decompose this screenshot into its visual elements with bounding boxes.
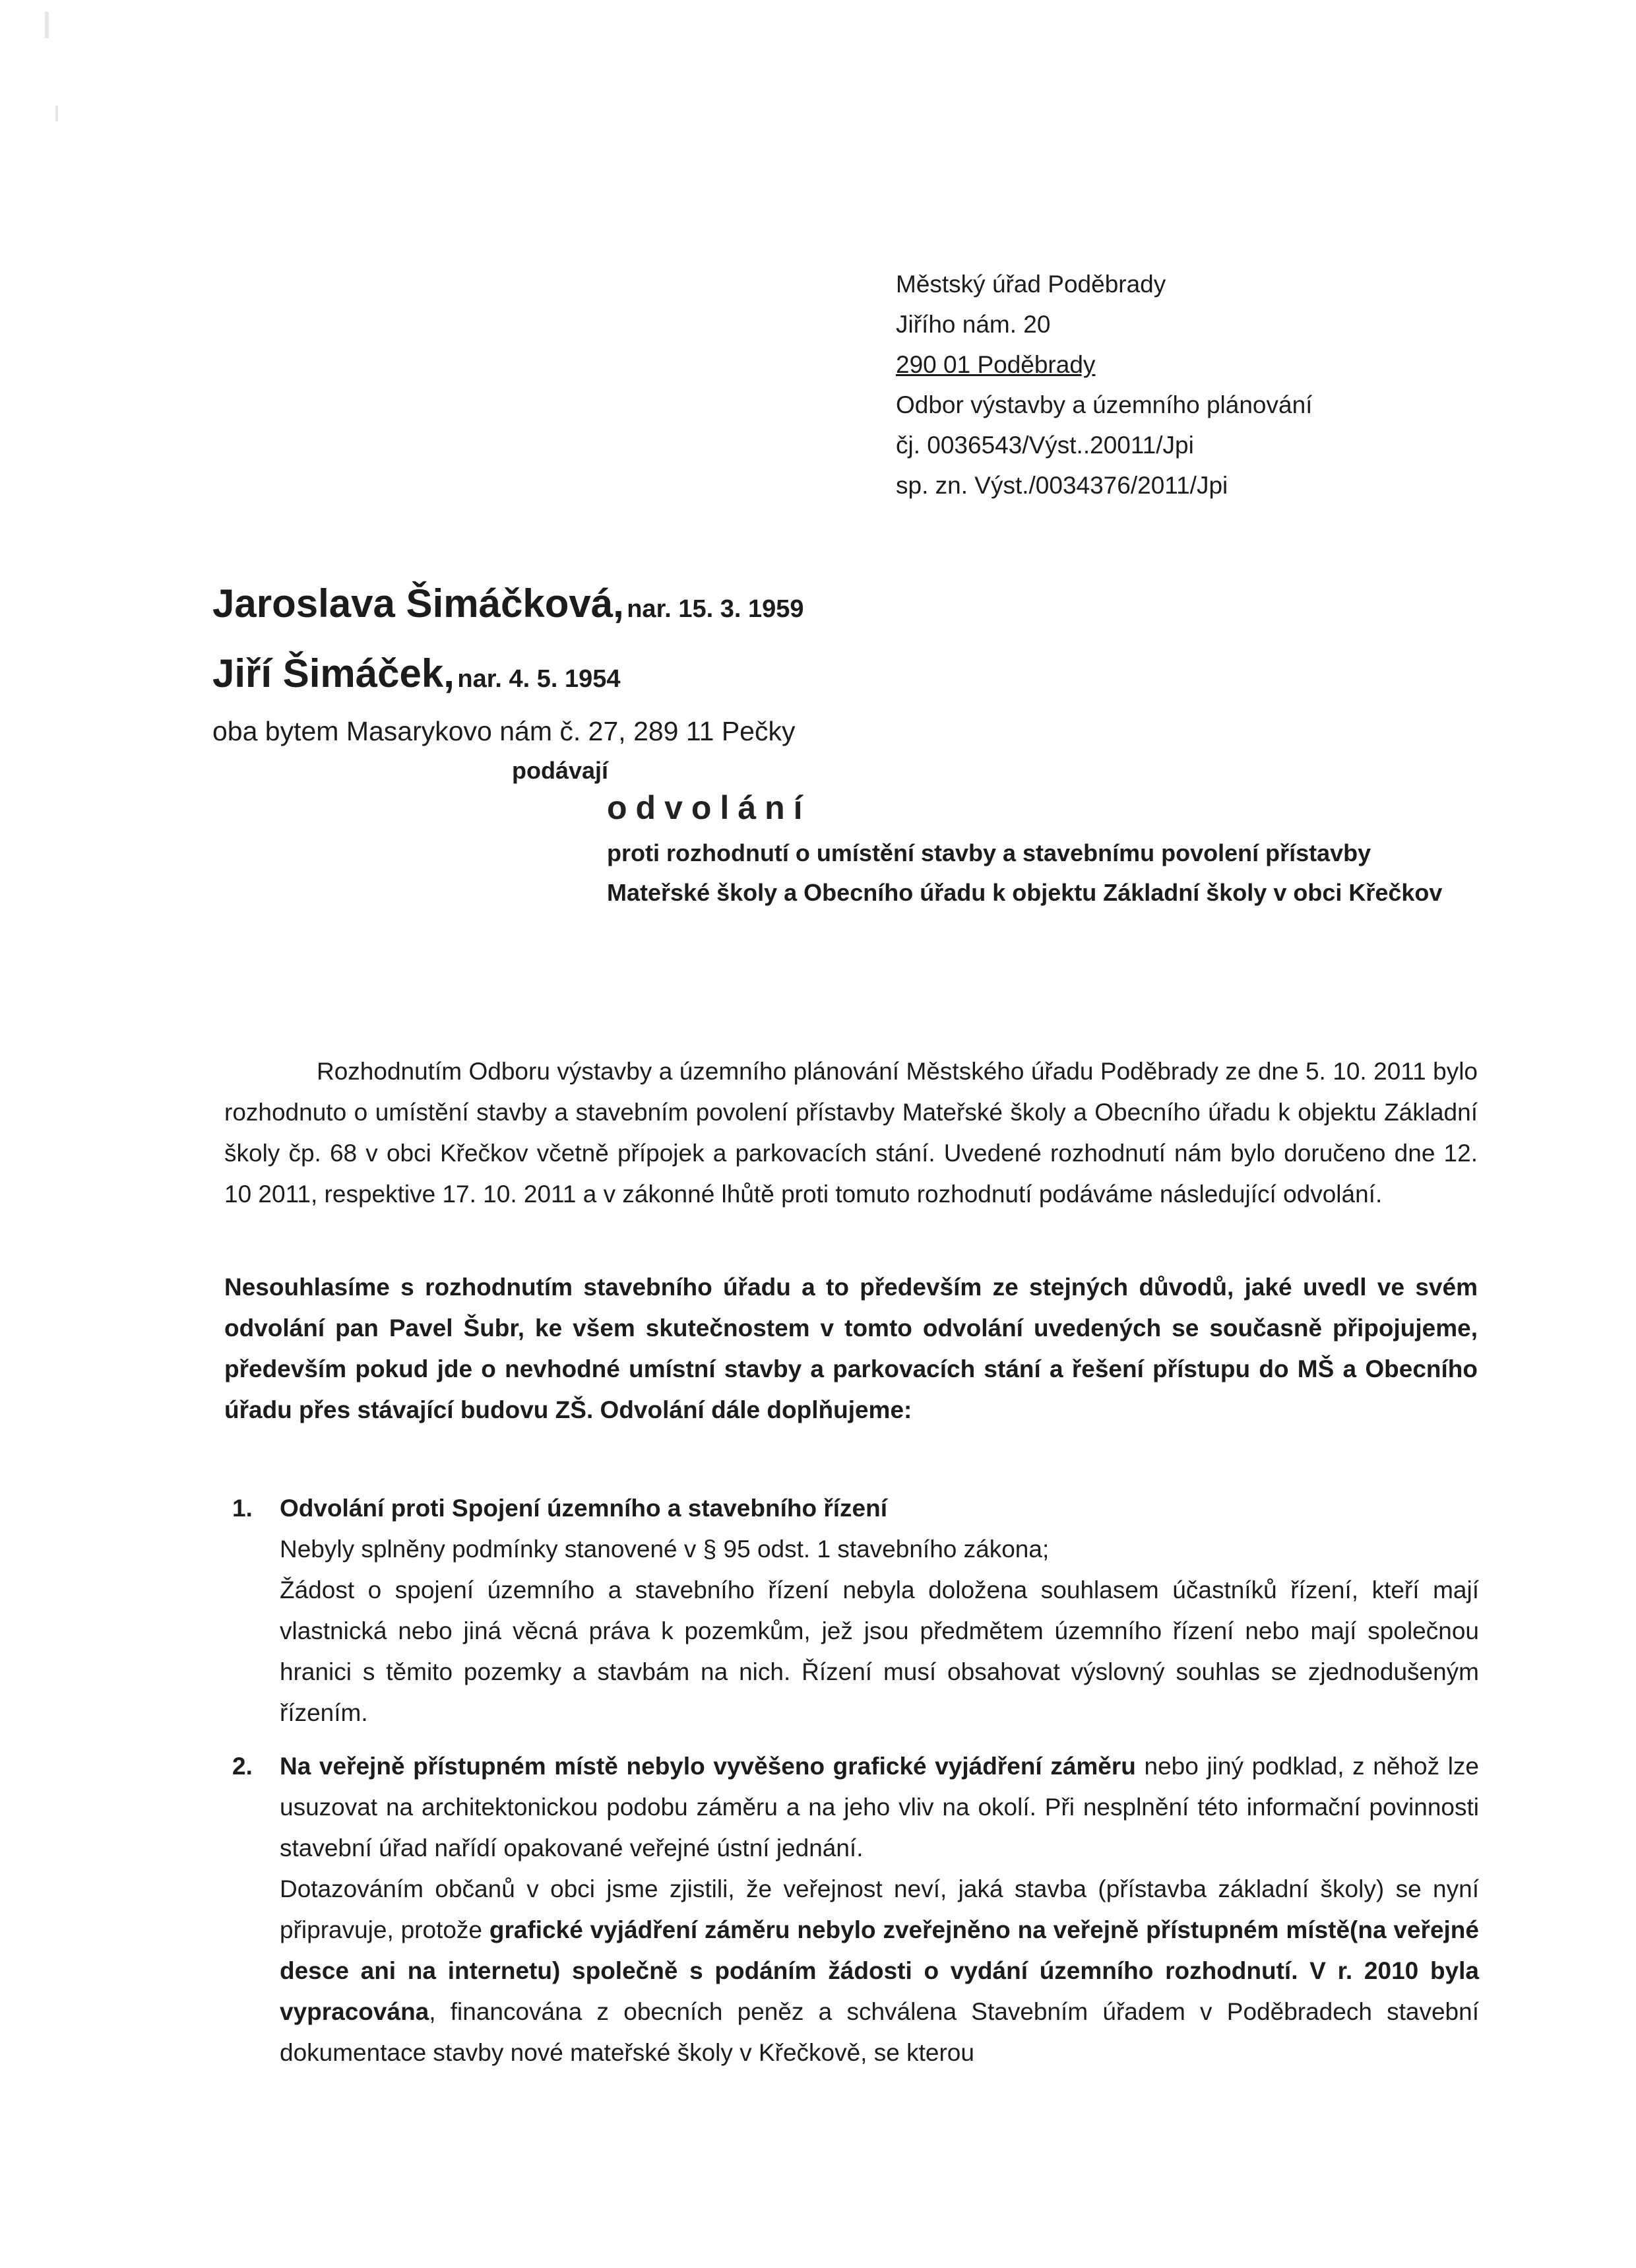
sender-1-birthdate: nar. 15. 3. 1959 <box>627 595 804 623</box>
list-item <box>232 1488 1479 1733</box>
disagreement-paragraph: Nesouhlasíme s rozhodnutím stavebního úřadu a to především ze stejných důvodů, jaké uvedl ve svém odvolání pan Pavel Šubr, ke všem skutečnostem v tomto odvolání uvedených se současně připojujeme, především pokud jde o nevhodné umístní stavby a parkovacích stání a řešení přístupu do MŠ a Obecního úřadu přes stávající budovu ZŠ. Odvolání dále doplňujeme: <box>224 1274 1478 1423</box>
list-item-body <box>280 1488 1479 1733</box>
list-item-emphasis: grafické vyjádření záměru nebylo zveřejněno na veřejně přístupném místě(na veřejné desce ani na internetu) společně s podáním žádosti o vydání územního rozhodnutí. V r. 2010 byla vypracována <box>280 1916 1479 2025</box>
list-item-heading: Odvolání proti Spojení územního a stavebního řízení <box>280 1495 887 1522</box>
list-item <box>232 1746 1479 2073</box>
intro-paragraph: Rozhodnutím Odboru výstavby a územního plánování Městského úřadu Poděbrady ze dne 5. 10. 2011 bylo rozhodnuto o umístění stavby a stavebním povolení přístavby Mateřské školy a Obecního úřadu k objektu Základní školy čp. 68 v obci Křečkov včetně přípojek a parkovacích stání. Uvedené rozhodnutí nám bylo doručeno dne 12. 10 2011, respektive 17. 10. 2011 a v zákonné lhůtě proti tomuto rozhodnutí podáváme následující odvolání. <box>224 1058 1478 1208</box>
list-item-body <box>280 1746 1479 2073</box>
sender-1-name: Jaroslava Šimáčková, <box>212 581 624 626</box>
list-item-text: , financována z obecních peněz a schválena Stavebním úřadem v Poděbradech stavební dokumentace stavby nové mateřské školy v Křečkově, se kterou <box>280 1998 1479 2066</box>
addressee-department: Odbor výstavby a územního plánování <box>896 391 1313 418</box>
list-item-number: 1. <box>232 1495 253 1522</box>
submit-verb: podávají <box>512 757 609 784</box>
sender-2 <box>212 644 804 714</box>
list-item-text: Nebyly splněny podmínky stanovené v § 95 odst. 1 stavebního zákona; <box>280 1536 1050 1563</box>
document-title: odvolání <box>607 789 811 826</box>
list-item-number: 2. <box>232 1753 253 1780</box>
sender-2-name: Jiří Šimáček, <box>212 651 455 696</box>
reference-spzn: sp. zn. Výst./0034376/2011/Jpi <box>896 472 1228 499</box>
list-item-paragraph <box>280 1869 1479 2073</box>
list-item-paragraph <box>280 1746 1479 1869</box>
addressee-street: Jiřího nám. 20 <box>896 311 1051 338</box>
list-item-text: Dotazováním občanů v obci jsme zjistili, že veřejnost neví, jaká stavba (přístavba základní školy) se nyní připravuje, protože <box>280 1875 1479 1943</box>
reference-cj: čj. 0036543/Výst..20011/Jpi <box>896 432 1194 459</box>
list-item-text: nebo jiný podklad, z něhož lze usuzovat na architektonickou podobu záměru a na jeho vliv na okolí. Při nesplnění této informační povinnosti stavební úřad nařídí opakované veřejné ústní jednání. <box>280 1753 1479 1862</box>
sender-2-birthdate: nar. 4. 5. 1954 <box>457 665 621 693</box>
scan-artifact <box>55 106 58 121</box>
addressee-block <box>896 264 1312 505</box>
list-item-emphasis: Na veřejně přístupném místě nebylo vyvěšeno grafické vyjádření záměru <box>280 1753 1136 1780</box>
addressee-city: 290 01 Poděbrady <box>896 351 1096 378</box>
scan-artifact <box>45 12 49 38</box>
document-subject: proti rozhodnutí o umístění stavby a stavebnímu povolení přístavby Mateřské školy a Obecního úřadu k objektu Základní školy v obci Křečkov <box>607 839 1443 906</box>
sender-residence: oba bytem Masarykovo nám č. 27, 289 11 Pečky <box>212 716 796 746</box>
sender-1 <box>212 574 804 644</box>
addressee-office: Městský úřad Poděbrady <box>896 271 1166 298</box>
senders-block <box>212 574 804 751</box>
list-item-text: Žádost o spojení územního a stavebního řízení nebyla doložena souhlasem účastníků řízení, kteří mají vlastnická nebo jiná věcná práva k pozemkům, jež jsou předmětem územního řízení nebo mají společnou hranici s těmito pozemky a stavbám na nich. Řízení musí obsahovat výslovný souhlas se zjednodušeným řízením. <box>280 1576 1479 1726</box>
